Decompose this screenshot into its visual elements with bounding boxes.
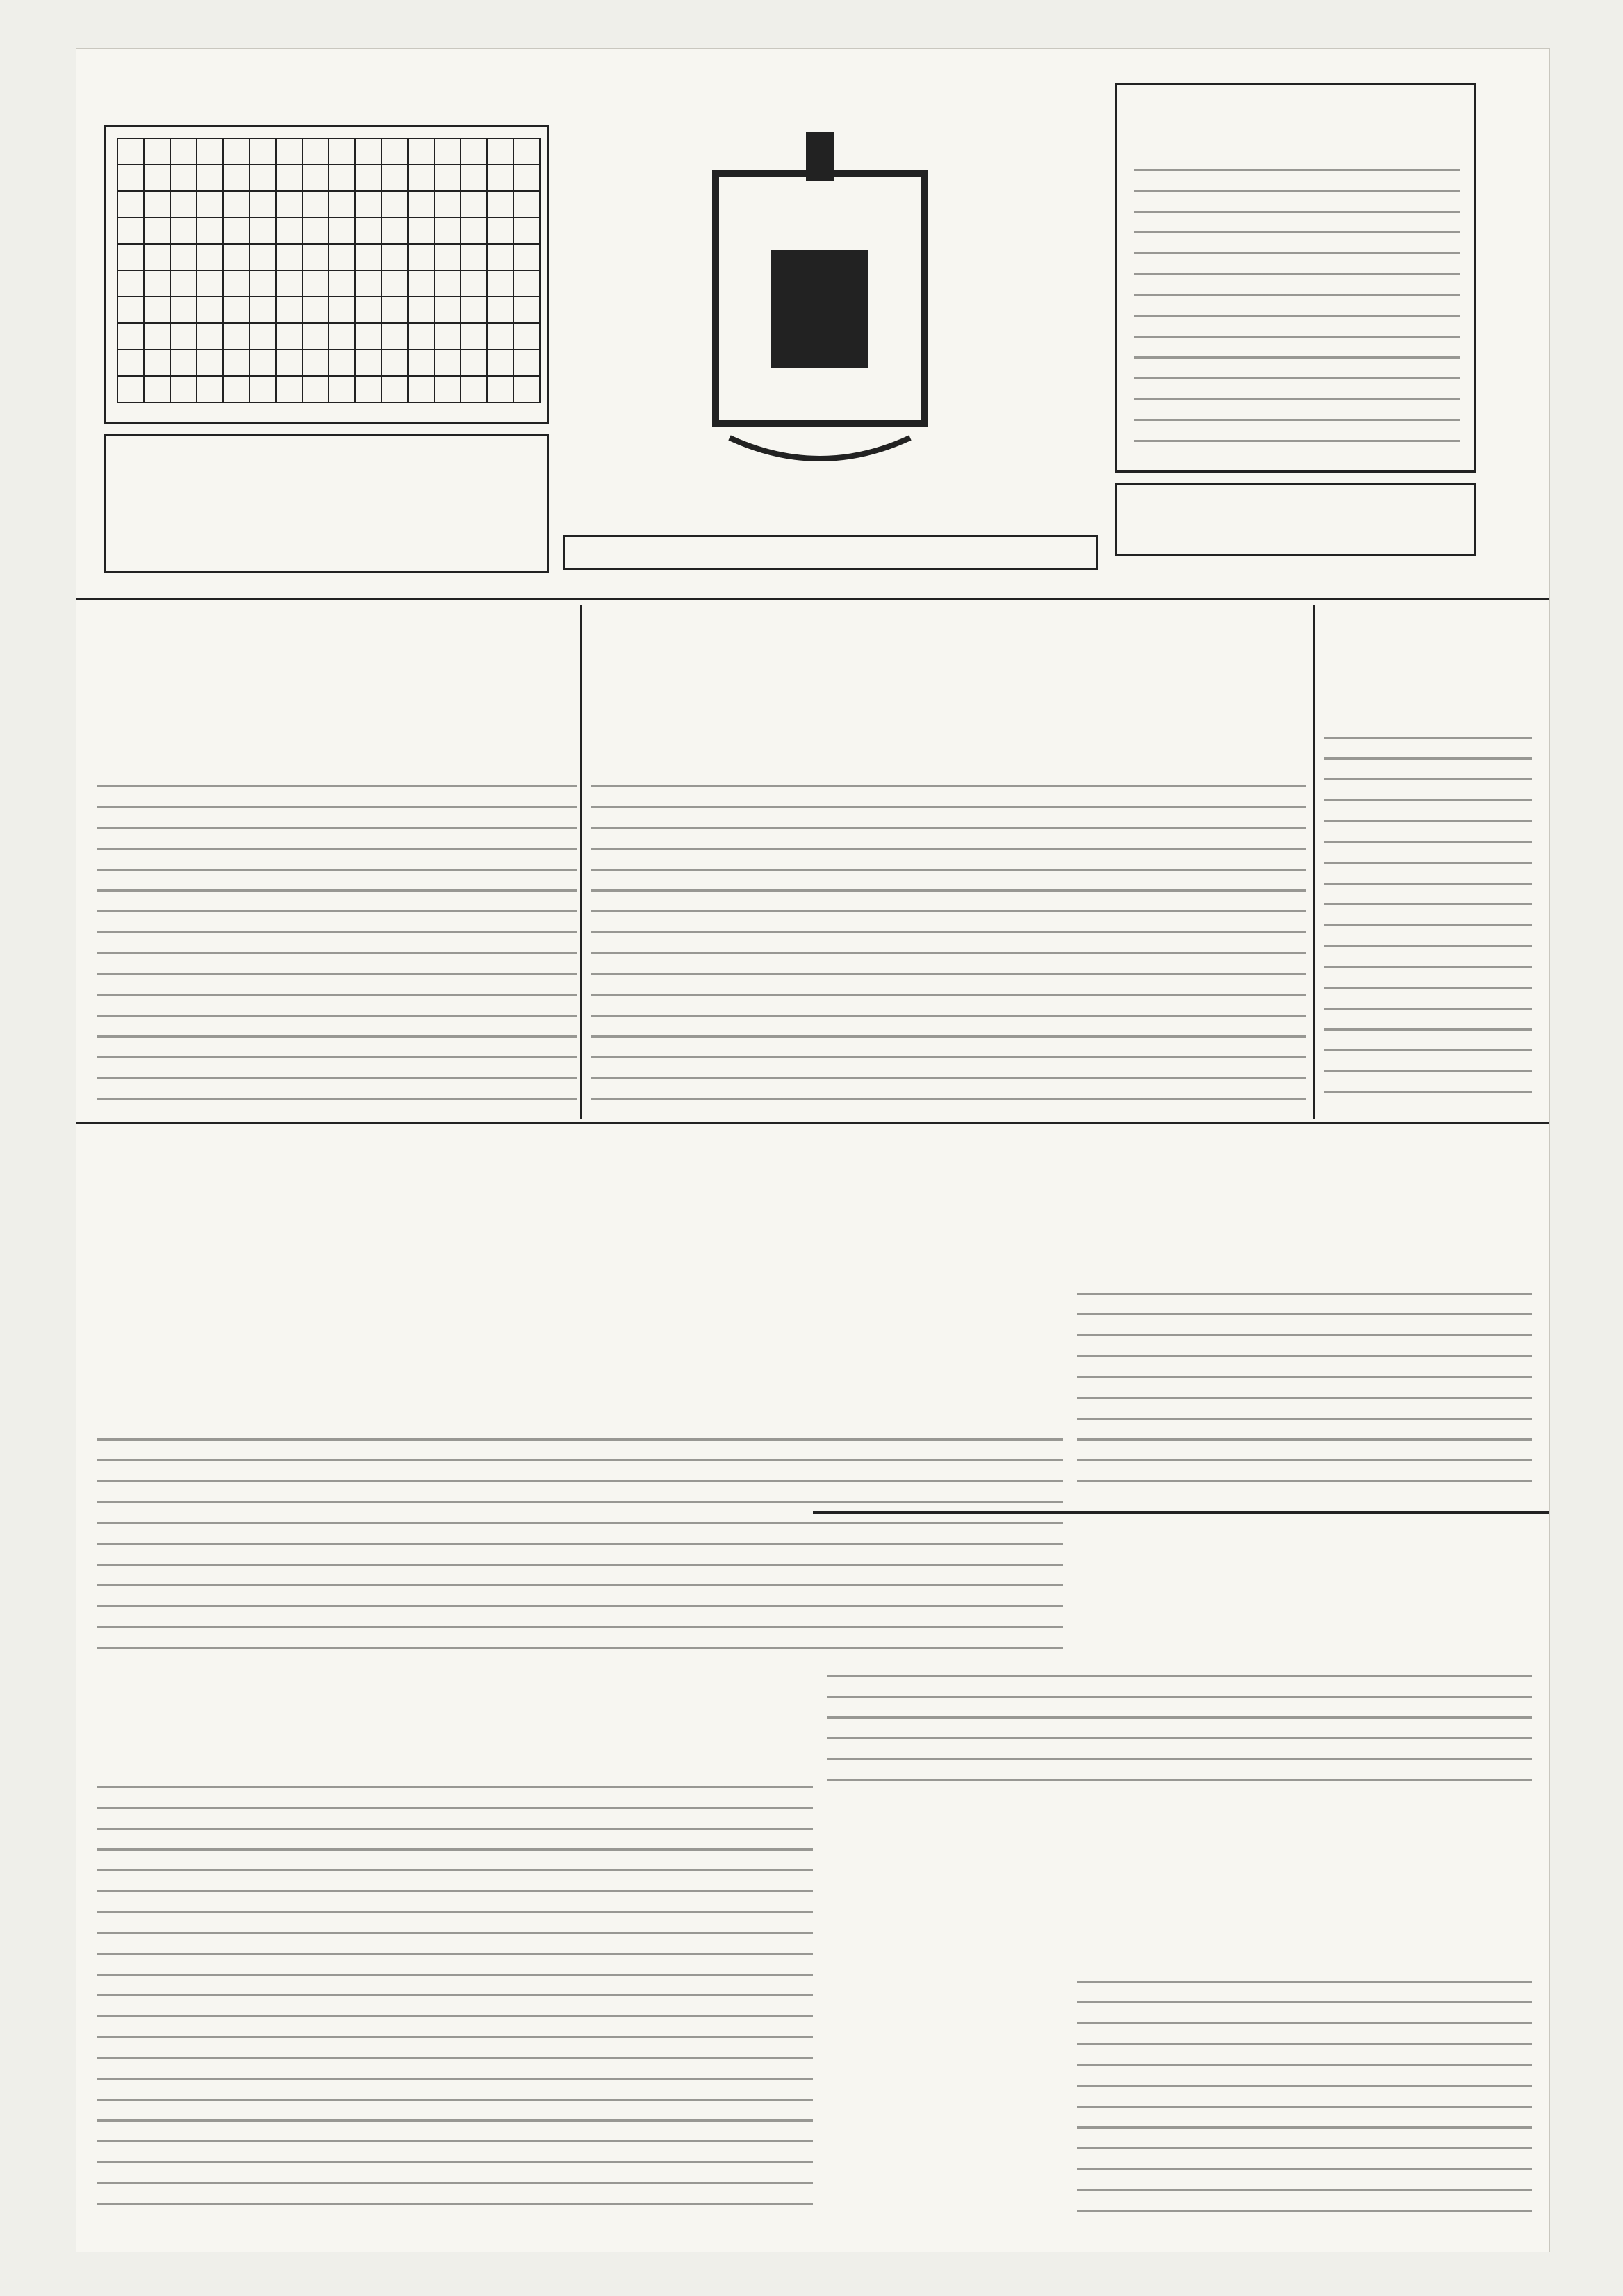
article-body-text (1324, 737, 1532, 1105)
section-rule (76, 1122, 1549, 1124)
article-body-text (591, 785, 1306, 1112)
section-rule (813, 1511, 1549, 1514)
masthead-rule (76, 598, 1549, 600)
column-rule (1313, 605, 1315, 1119)
price-box (1115, 483, 1476, 556)
article-body-text (97, 785, 577, 1112)
article-body-text (1077, 1293, 1532, 1501)
column-rule (580, 605, 582, 1119)
subtitle-box (563, 535, 1098, 570)
article-body-text (97, 1786, 813, 2217)
article-body-text (97, 1438, 1063, 1668)
newspaper-sheet (76, 49, 1549, 2252)
article-body-text (1077, 1981, 1532, 2224)
wisdom-box (1115, 83, 1476, 473)
article-body-text (827, 1675, 1532, 1786)
prayer-times-table (117, 138, 541, 403)
wisdom-body (1134, 169, 1460, 447)
prayer-times-box (104, 125, 549, 424)
issue-info-box (104, 434, 549, 573)
newspaper-logo (688, 132, 952, 493)
